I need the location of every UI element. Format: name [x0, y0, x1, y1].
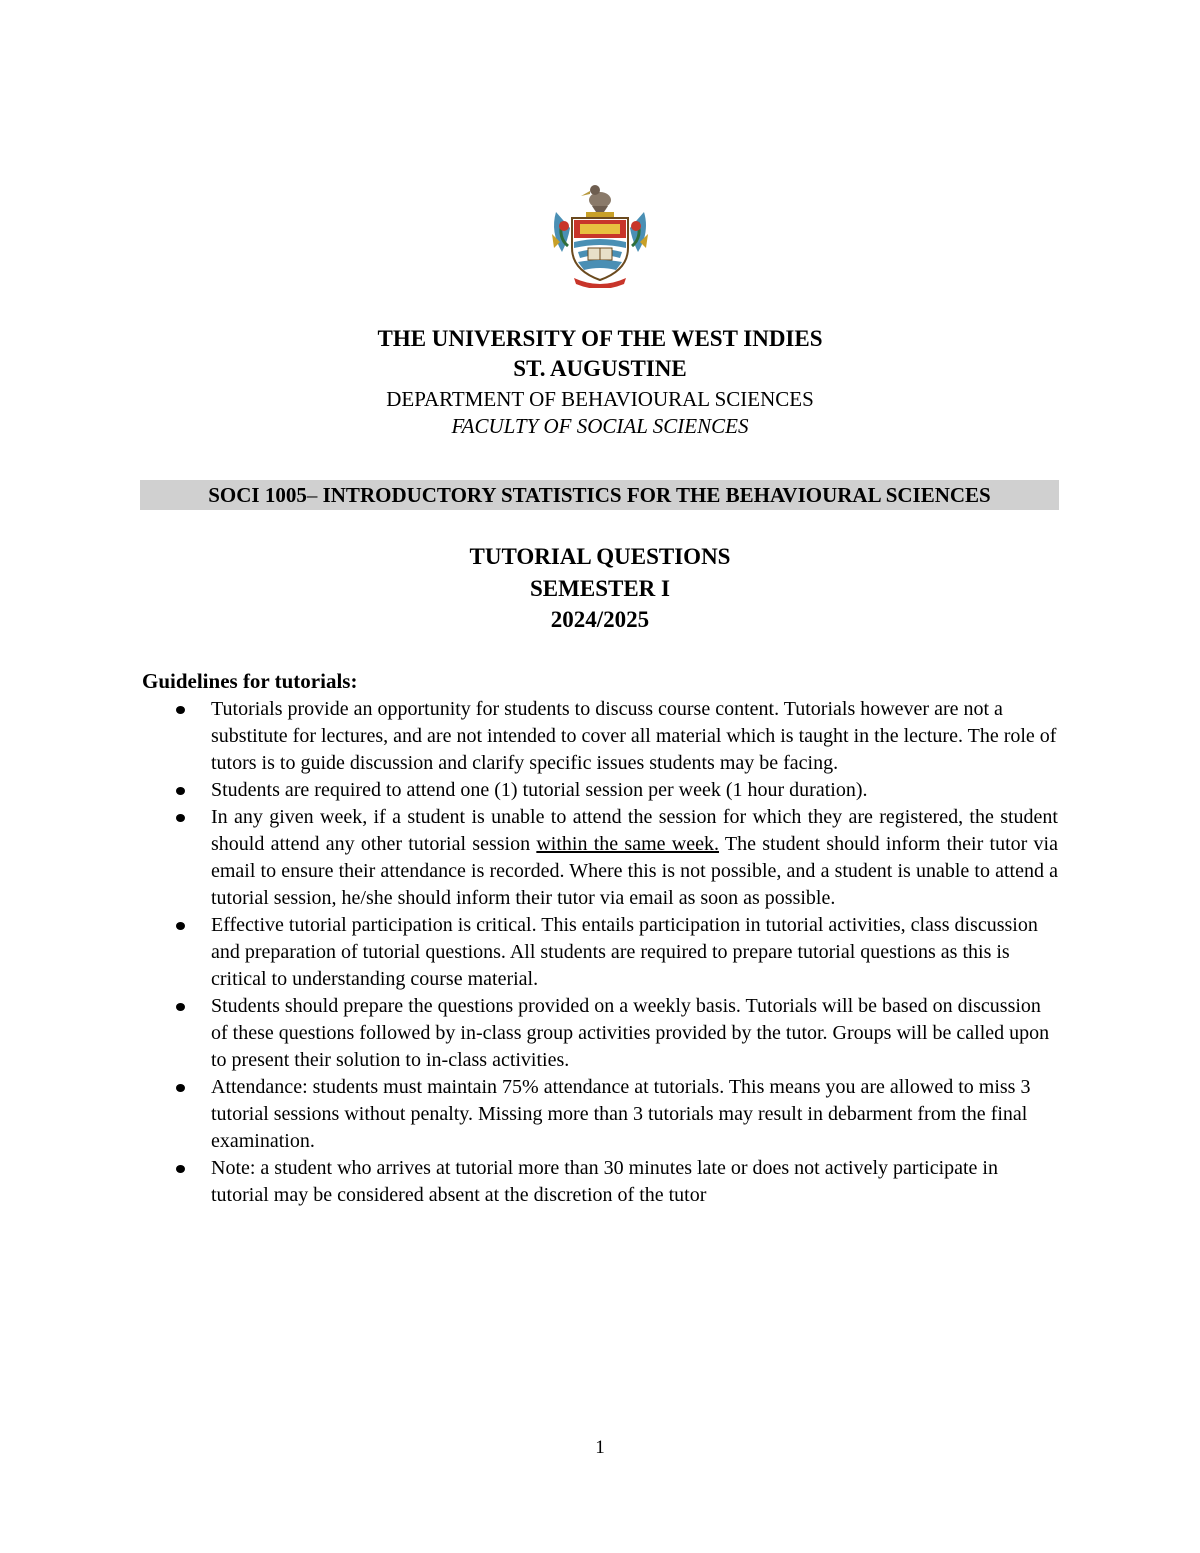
list-item: Students are required to attend one (1) tutorial session per week (1 hour duration). — [211, 777, 1058, 804]
guidelines-list — [211, 696, 1058, 1209]
semester: SEMESTER I — [530, 576, 670, 601]
guidelines-heading: Guidelines for tutorials: — [142, 669, 358, 693]
document-title: TUTORIAL QUESTIONS — [469, 544, 731, 569]
list-item: Students should prepare the questions provided on a weekly basis. Tutorials will be based on discussion of these questions followed by in-class group activities provided by the tutor. Groups will be called upon to present their solution to in-class activities. — [211, 993, 1058, 1074]
department-name: DEPARTMENT OF BEHAVIOURAL SCIENCES — [386, 387, 814, 411]
list-item: Tutorials provide an opportunity for students to discuss course content. Tutorials however are not a substitute for lectures, and are not intended to cover all material which is taught in the lecture. The role of tutors is to guide discussion and clarify specific issues students may be facing. — [211, 696, 1058, 777]
list-item — [211, 804, 1058, 912]
list-item-text: The student should inform their tutor via email to ensure their attendance is recorded. Where this is not possible, and a student is unable to attend a tutorial session, he/she should inform their tutor via email as soon as possible. — [211, 833, 1058, 909]
faculty-name: FACULTY OF SOCIAL SCIENCES — [451, 414, 749, 438]
university-name: THE UNIVERSITY OF THE WEST INDIES — [377, 326, 823, 351]
list-item: Effective tutorial participation is critical. This entails participation in tutorial activities, class discussion and preparation of tutorial questions. All students are required to prepare tutorial questions as this is critical to understanding course material. — [211, 912, 1058, 993]
course-code: SOCI 1005 — [208, 483, 307, 507]
course-title: INTRODUCTORY STATISTICS FOR THE BEHAVIOURAL SCIENCES — [322, 483, 991, 507]
uwi-crest-icon — [548, 182, 652, 288]
course-separator: – — [306, 483, 323, 507]
academic-year: 2024/2025 — [550, 607, 650, 632]
list-item: Note: a student who arrives at tutorial more than 30 minutes late or does not actively participate in tutorial may be considered absent at the discretion of the tutor — [211, 1155, 1058, 1209]
campus-name: ST. AUGUSTINE — [513, 356, 687, 381]
course-title-bar — [140, 480, 1059, 510]
list-item-text: In any given week, if a student is unable to attend the session for which they are registered, the student should attend any other tutorial session — [211, 806, 1058, 855]
underlined-text: within the same week. — [536, 833, 719, 855]
page-number: 1 — [595, 1437, 605, 1458]
list-item: Attendance: students must maintain 75% attendance at tutorials. This means you are allowed to miss 3 tutorial sessions without penalty. Missing more than 3 tutorials may result in debarment from the final examination. — [211, 1074, 1058, 1155]
